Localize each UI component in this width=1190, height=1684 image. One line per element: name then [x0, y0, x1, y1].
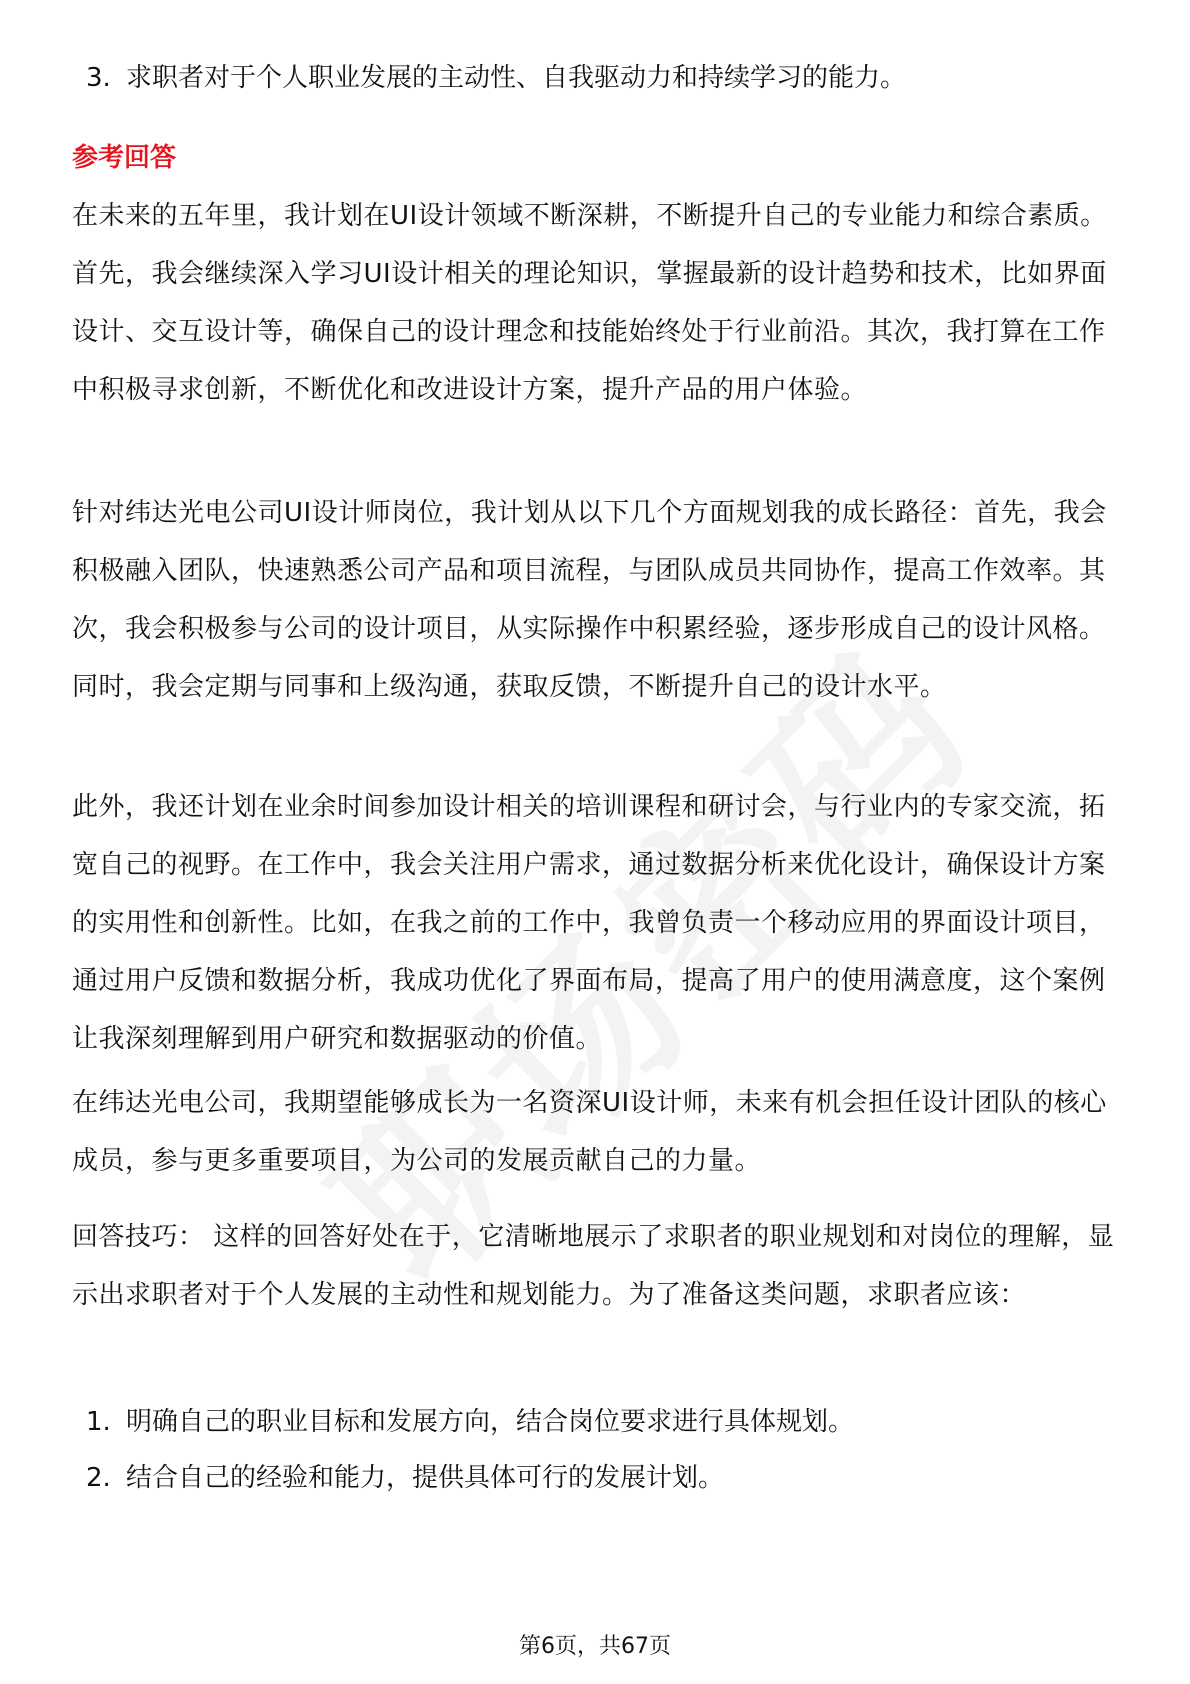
- paragraph-2: 针对纬达光电公司UI设计师岗位，我计划从以下几个方面规划我的成长路径：首先，我会积极融入团队，快速熟悉公司产品和项目流程，与团队成员共同协作，提高工作效率。其次，我会积极参与公司的设计项目，从实际操作中积累经验，逐步形成自己的设计风格。同时，我会定期与同事和上级沟通，获取反馈，不断提升自己的设计水平。: [72, 498, 1107, 702]
- list-text: 结合自己的经验和能力，提供具体可行的发展计划。: [126, 1463, 725, 1493]
- list-number: 2.: [86, 1463, 111, 1493]
- section-heading: 参考回答: [72, 143, 177, 173]
- list-text: 求职者对于个人职业发展的主动性、自我驱动力和持续学习的能力。: [126, 63, 907, 93]
- list-number: 1.: [86, 1407, 111, 1437]
- list-item-1: [86, 1402, 854, 1442]
- paragraph-answer-tips: 回答技巧： 这样的回答好处在于，它清晰地展示了求职者的职业规划和对岗位的理解，显示出求职者对于个人发展的主动性和规划能力。为了准备这类问题，求职者应该：: [72, 1222, 1115, 1310]
- paragraph-3: 此外，我还计划在业余时间参加设计相关的培训课程和研讨会，与行业内的专家交流，拓宽自己的视野。在工作中，我会关注用户需求，通过数据分析来优化设计，确保设计方案的实用性和创新性。比如，在我之前的工作中，我曾负责一个移动应用的界面设计项目，通过用户反馈和数据分析，我成功优化了界面布局，提高了用户的使用满意度，这个案例让我深刻理解到用户研究和数据驱动的价值。: [72, 792, 1106, 1054]
- list-text: 明确自己的职业目标和发展方向，结合岗位要求进行具体规划。: [126, 1407, 855, 1437]
- page-footer: 第6页，共67页: [519, 1634, 671, 1659]
- paragraph-1: 在未来的五年里，我计划在UI设计领域不断深耕，不断提升自己的专业能力和综合素质。首先，我会继续深入学习UI设计相关的理论知识，掌握最新的设计趋势和技术，比如界面设计、交互设计等，确保自己的设计理念和技能始终处于行业前沿。其次，我打算在工作中积极寻求创新，不断优化和改进设计方案，提升产品的用户体验。: [72, 201, 1107, 405]
- list-number: 3.: [86, 63, 111, 93]
- paragraph-4: 在纬达光电公司，我期望能够成长为一名资深UI设计师，未来有机会担任设计团队的核心成员，参与更多重要项目，为公司的发展贡献自己的力量。: [72, 1088, 1107, 1176]
- list-item-3: [86, 58, 906, 98]
- list-item-2: [86, 1458, 724, 1498]
